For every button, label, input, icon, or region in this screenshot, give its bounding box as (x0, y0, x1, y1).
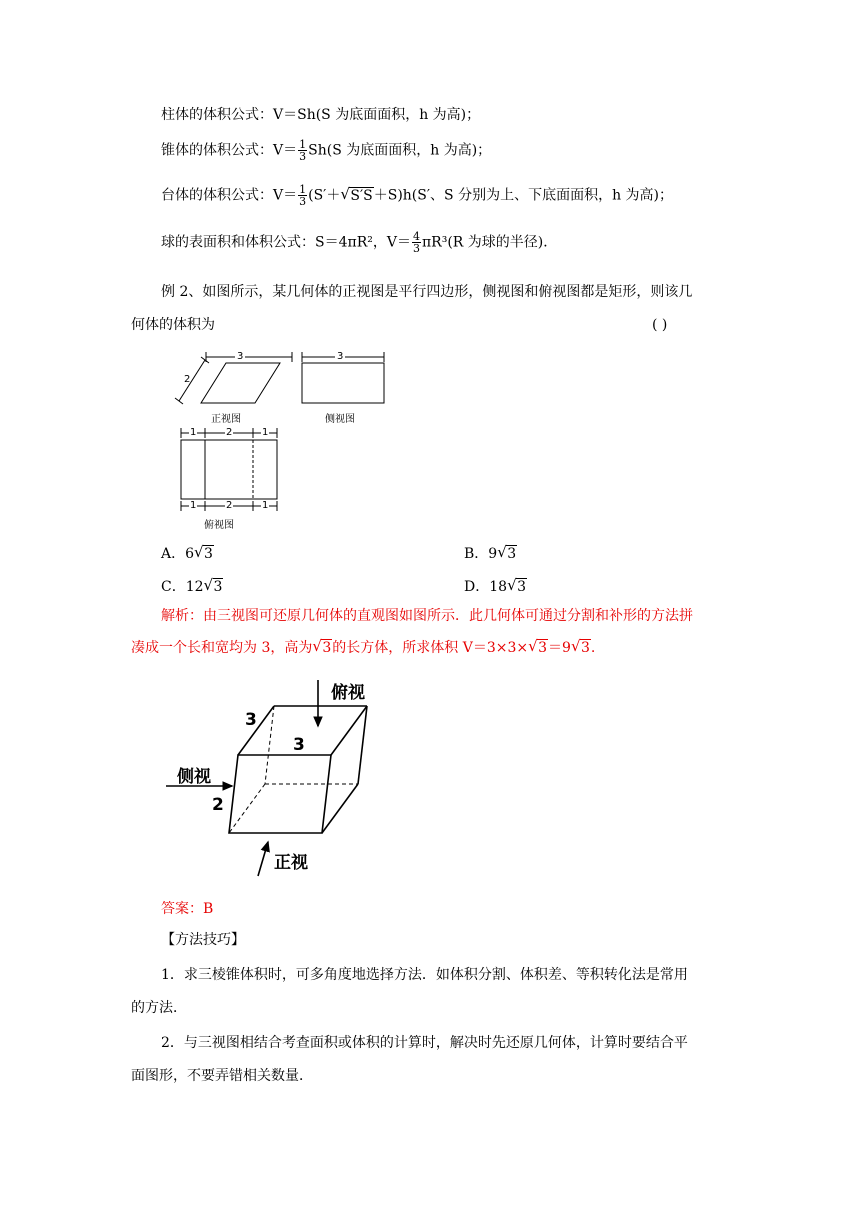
solution-line1: 解析：由三视图可还原几何体的直观图如图所示．此几何体可通过分割和补形的方法拼 (161, 608, 693, 624)
answer-bracket: ( ) (652, 317, 668, 333)
solid-edge-label-3a: 3 (245, 710, 257, 730)
sqrt-radicand: 3 (213, 579, 223, 595)
bottom-dim-left: 1 (190, 500, 197, 511)
option-letter: C． (161, 579, 186, 595)
tip2-line2: 面图形，不要弄错相关数量． (131, 1068, 313, 1084)
sphere-formula-prefix: 球的表面积和体积公式：S＝4πR²，V＝ (161, 234, 411, 251)
fraction-denominator: 3 (299, 150, 307, 163)
side-view-arrow-label: 侧视 (177, 767, 211, 787)
solution-text: 凑成一个长和宽均为 3，高为 (131, 640, 313, 656)
sqrt-radicand: 3 (517, 579, 526, 595)
sqrt-radicand: 3 (507, 546, 517, 562)
prism-volume-formula: 柱体的体积公式：V＝Sh(S 为底面面积，h 为高)； (161, 107, 481, 123)
top-dim-left: 1 (190, 427, 197, 438)
side-view-label: 侧视图 (325, 414, 355, 425)
tip1-line2: 的方法． (131, 1000, 187, 1016)
option-coefficient: 18 (489, 579, 508, 595)
solution-text: ＝9 (548, 640, 571, 656)
front-view-arrow-label: 正视 (274, 853, 308, 873)
side-width-label: 3 (337, 351, 344, 362)
frustum-formula-prefix: 台体的体积公式：V＝ (161, 187, 298, 204)
frustum-formula-mid: (S′＋ (308, 187, 341, 204)
top-dim-middle: 2 (226, 427, 233, 438)
option-coefficient: 12 (185, 579, 204, 595)
option-letter: D． (464, 579, 490, 595)
fraction-numerator: 4 (412, 230, 420, 243)
frustum-formula-suffix: ＋S)h(S′、S 分别为上、下底面面积，h 为高)； (373, 187, 674, 204)
front-width-label: 3 (237, 351, 244, 362)
fraction-numerator: 1 (299, 183, 307, 196)
front-slant-label: 2 (184, 374, 191, 385)
sqrt-radicand: 3 (322, 640, 332, 656)
sqrt-radicand: 3 (204, 546, 213, 562)
bottom-dim-middle: 2 (226, 500, 233, 511)
sqrt-radicand: 3 (538, 640, 548, 656)
tip1-line1: 1．求三棱锥体积时，可多角度地选择方法．如体积分割、体积差、等积转化法是常用 (161, 967, 688, 983)
tip2-line1: 2．与三视图相结合考查面积或体积的计算时，解决时先还原几何体，计算时要结合平 (161, 1035, 688, 1051)
pyramid-formula-suffix: Sh(S 为底面面积，h 为高)； (308, 142, 492, 159)
solution-text: 的长方体，所求体积 V＝3×3× (332, 640, 529, 656)
option-letter: A． (161, 546, 186, 562)
top-view-arrow-label: 俯视 (331, 683, 365, 703)
bottom-dim-right: 1 (262, 500, 269, 511)
example-question-line2: 何体的体积为 (131, 317, 215, 333)
top-dim-right: 1 (262, 427, 269, 438)
front-view-label: 正视图 (211, 414, 241, 425)
example-question-line1: 例 2、如图所示，某几何体的正视图是平行四边形，侧视图和俯视图都是矩形，则该几 (161, 284, 693, 300)
option-coefficient: 6 (185, 546, 195, 562)
solid-edge-label-3b: 3 (293, 735, 305, 755)
fraction-denominator: 3 (299, 195, 307, 208)
sqrt-radicand: 3 (580, 640, 590, 656)
solution-text: . (590, 640, 596, 656)
sphere-formula-suffix: πR³(R 为球的半径)． (421, 234, 558, 251)
pyramid-formula-prefix: 锥体的体积公式：V＝ (161, 142, 298, 159)
option-coefficient: 9 (488, 546, 498, 562)
answer-text: 答案：B (161, 901, 214, 917)
fraction-numerator: 1 (299, 138, 307, 151)
top-view-label: 俯视图 (204, 520, 234, 531)
option-letter: B． (464, 546, 489, 562)
sqrt-radicand: S′S (350, 187, 373, 204)
solid-front-face (229, 755, 331, 833)
tips-heading: 【方法技巧】 (161, 932, 245, 948)
solid-edge-label-2: 2 (212, 795, 224, 815)
fraction-denominator: 3 (412, 242, 420, 255)
